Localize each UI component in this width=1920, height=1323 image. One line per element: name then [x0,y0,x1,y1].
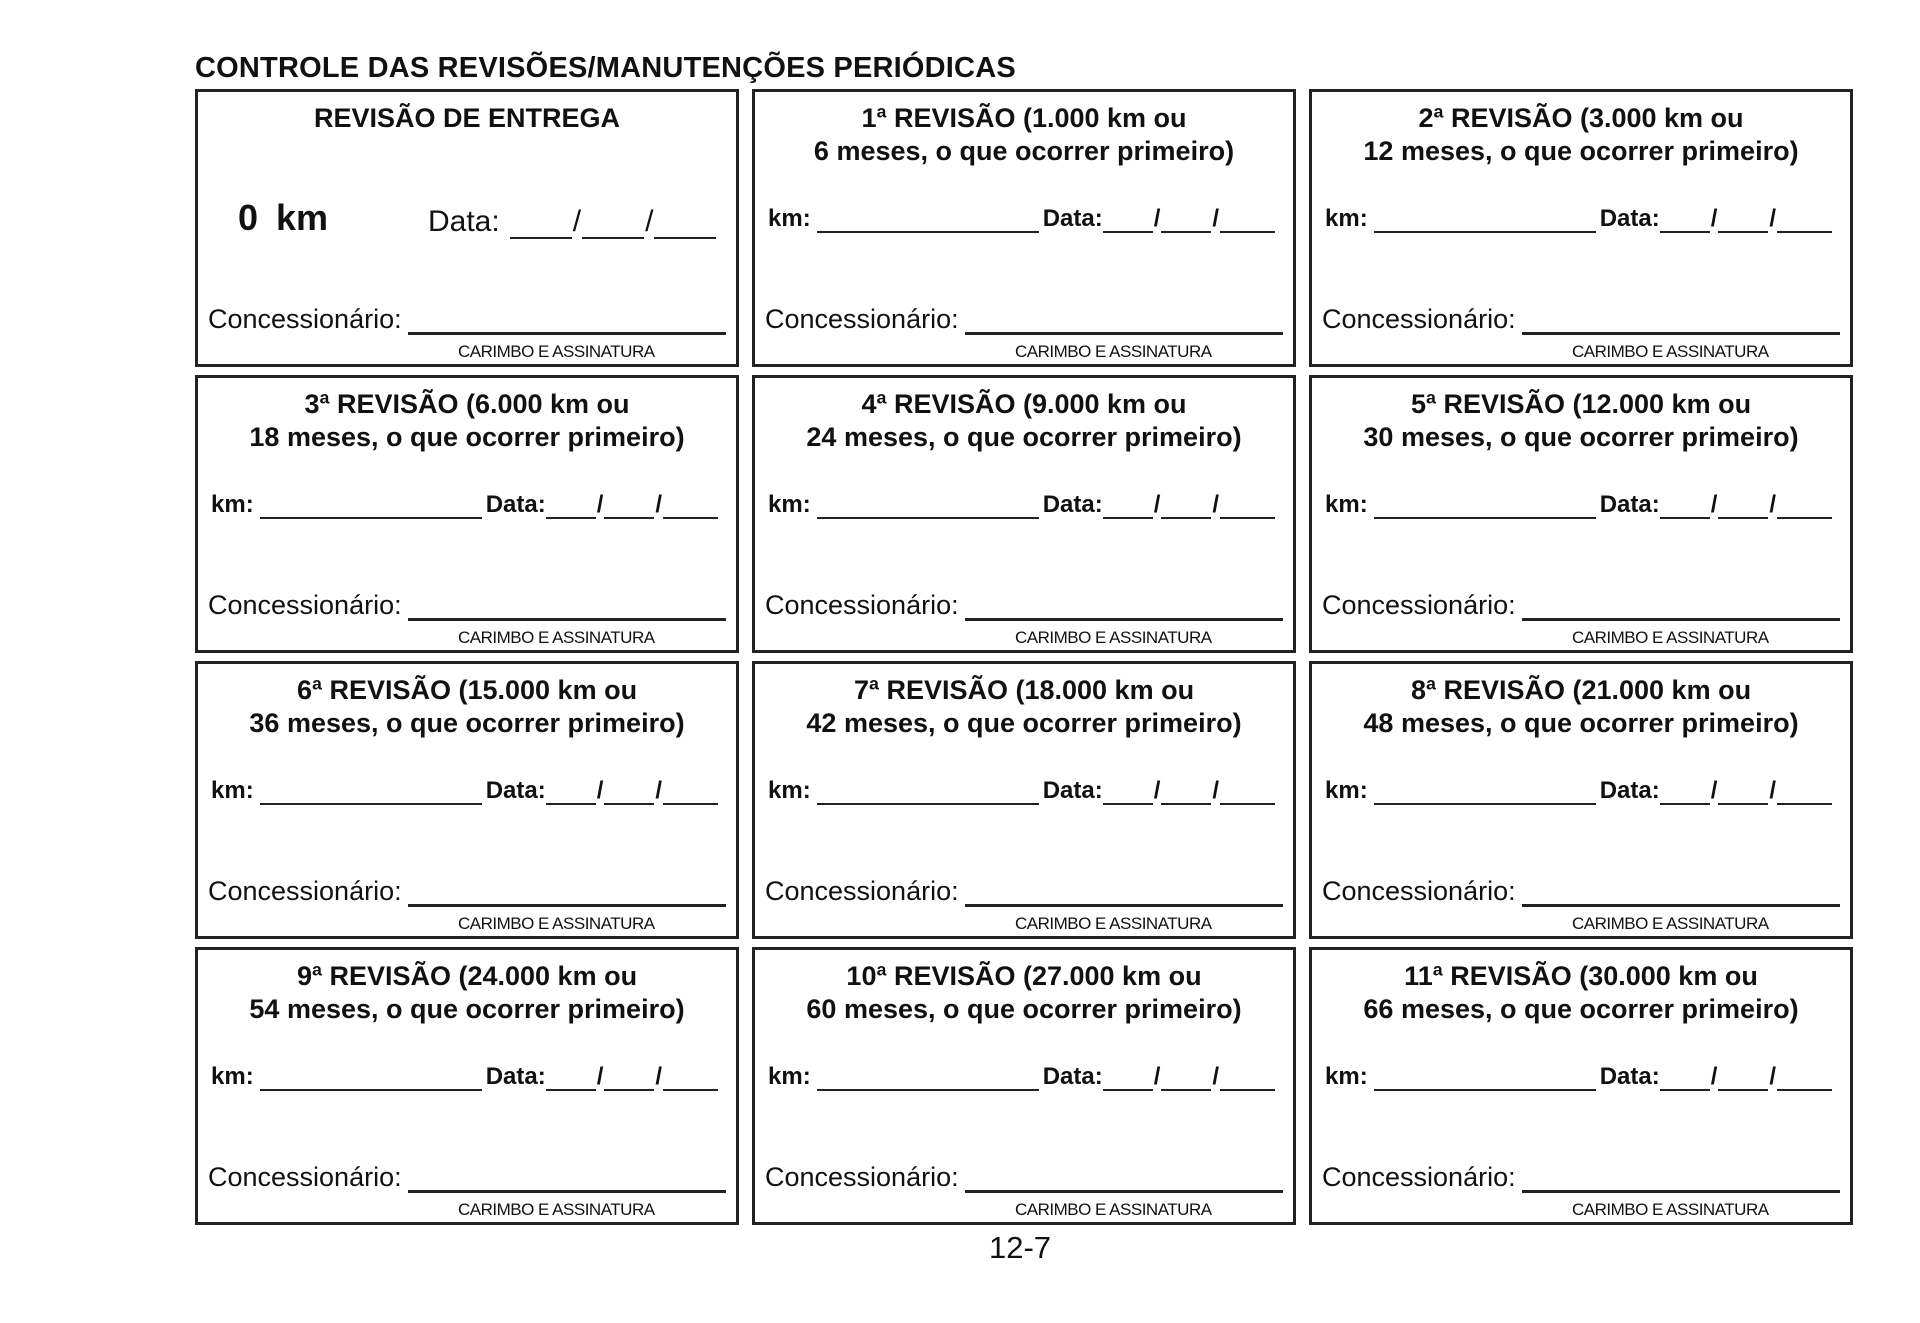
dealer-row [1322,304,1840,335]
date-separator: / [1769,777,1777,804]
km-field[interactable] [1374,495,1596,519]
dealer-label: Concessionário: [765,876,959,906]
date-label: Data: [1599,1063,1660,1090]
year-field[interactable] [654,215,716,239]
dealer-row [208,304,726,335]
km-field[interactable] [817,209,1039,233]
card-subtitle-line: 60 meses, o que ocorrer primeiro) [806,994,1242,1024]
revision-card-10 [752,947,1296,1225]
stamp-caption: CARIMBO E ASSINATURA [458,628,655,647]
day-field[interactable] [546,495,596,519]
card-title-line: 7ª REVISÃO (18.000 km ou [853,675,1195,705]
card-title [755,674,1293,740]
dealer-label: Concessionário: [765,590,959,620]
dealer-row [1322,590,1840,621]
day-field[interactable] [510,215,572,239]
dealer-label: Concessionário: [765,304,959,334]
card-subtitle-line: 6 meses, o que ocorrer primeiro) [813,136,1235,166]
dealer-label: Concessionário: [1322,304,1516,334]
card-title-line: 9ª REVISÃO (24.000 km ou [296,961,638,991]
date-separator: / [596,1063,604,1090]
date-label: Data: [1042,777,1103,804]
date-separator: / [655,777,663,804]
km-date-row [211,1063,731,1091]
card-title [198,674,736,740]
year-field[interactable] [1777,781,1832,805]
km-label: km: [211,491,254,518]
dealer-field[interactable] [408,596,726,621]
day-field[interactable] [1103,1067,1153,1091]
revision-card-5 [1309,375,1853,653]
km-date-row [1325,1063,1845,1091]
card-title-line: 8ª REVISÃO (21.000 km ou [1410,675,1752,705]
date-separator: / [1710,491,1718,518]
km-date-row [211,777,731,805]
month-field[interactable] [1161,1067,1211,1091]
date-separator: / [1710,205,1718,232]
revision-card-4 [752,375,1296,653]
km-date-row [1325,205,1845,233]
month-field[interactable] [1161,209,1211,233]
dealer-row [765,876,1283,907]
card-title [1312,960,1850,1026]
km-label: km: [768,491,811,518]
stamp-caption: CARIMBO E ASSINATURA [458,914,655,933]
dealer-field[interactable] [1522,310,1840,335]
km-date-row [768,777,1288,805]
card-title [1312,388,1850,454]
year-field[interactable] [1777,495,1832,519]
km-field[interactable] [1374,209,1596,233]
stamp-caption: CARIMBO E ASSINATURA [1572,342,1769,361]
zero-km-label: 0 km [238,197,329,238]
card-title [198,960,736,1026]
month-field[interactable] [604,1067,654,1091]
date-separator: / [655,491,663,518]
stamp-caption: CARIMBO E ASSINATURA [458,342,655,361]
card-subtitle-line: 30 meses, o que ocorrer primeiro) [1363,422,1799,452]
day-field[interactable] [1103,781,1153,805]
month-field[interactable] [1718,1067,1768,1091]
km-field[interactable] [260,495,482,519]
month-field[interactable] [604,781,654,805]
day-field[interactable] [1660,209,1710,233]
card-title [198,102,736,135]
date-label: Data: [1599,777,1660,804]
date-separator: / [1153,777,1161,804]
card-title-line: 10ª REVISÃO (27.000 km ou [846,961,1202,991]
km-date-row [1325,491,1845,519]
km-label: km: [1325,1063,1368,1090]
date-label: Data: [1042,491,1103,518]
revision-card-7 [752,661,1296,939]
dealer-label: Concessionário: [208,876,402,906]
km-field[interactable] [817,781,1039,805]
km-date-row [211,491,731,519]
card-title-line: 1ª REVISÃO (1.000 km ou [861,103,1187,133]
dealer-label: Concessionário: [208,1162,402,1192]
day-field[interactable] [1660,1067,1710,1091]
date-label: Data: [1042,205,1103,232]
revision-card-9 [195,947,739,1225]
stamp-caption: CARIMBO E ASSINATURA [1015,914,1212,933]
revision-card-3 [195,375,739,653]
revision-card-8 [1309,661,1853,939]
km-field[interactable] [260,1067,482,1091]
dealer-label: Concessionário: [1322,876,1516,906]
card-title-line: 6ª REVISÃO (15.000 km ou [296,675,638,705]
card-title-line: 3ª REVISÃO (6.000 km ou [304,389,630,419]
date-label: Data: [485,491,546,518]
card-title [755,102,1293,168]
dealer-label: Concessionário: [1322,590,1516,620]
km-field[interactable] [1374,781,1596,805]
revision-card-11 [1309,947,1853,1225]
card-subtitle-line: 66 meses, o que ocorrer primeiro) [1363,994,1799,1024]
month-field[interactable] [1161,781,1211,805]
revision-card-6 [195,661,739,939]
stamp-caption: CARIMBO E ASSINATURA [1015,628,1212,647]
day-field[interactable] [1103,495,1153,519]
km-label: km: [768,205,811,232]
stamp-caption: CARIMBO E ASSINATURA [458,1200,655,1219]
dealer-label: Concessionário: [208,590,402,620]
km-date-row [1325,777,1845,805]
date-separator: / [1153,205,1161,232]
date-separator: / [1769,205,1777,232]
year-field[interactable] [1777,1067,1832,1091]
card-title [1312,674,1850,740]
km-date-row [768,1063,1288,1091]
dealer-field[interactable] [408,882,726,907]
stamp-caption: CARIMBO E ASSINATURA [1572,1200,1769,1219]
km-date-row [768,205,1288,233]
card-subtitle-line: 54 meses, o que ocorrer primeiro) [249,994,685,1024]
km-field[interactable] [817,1067,1039,1091]
card-subtitle-line: 42 meses, o que ocorrer primeiro) [806,708,1242,738]
month-field[interactable] [1718,781,1768,805]
year-field[interactable] [1220,781,1275,805]
card-title-line: 2ª REVISÃO (3.000 km ou [1418,103,1744,133]
revision-card-2 [1309,89,1853,367]
day-field[interactable] [1660,495,1710,519]
card-title-line: 11ª REVISÃO (30.000 km ou [1404,961,1758,991]
dealer-row [208,1162,726,1193]
km-field[interactable] [260,781,482,805]
km-label: km: [1325,491,1368,518]
date-label: Data: [485,1063,546,1090]
stamp-caption: CARIMBO E ASSINATURA [1572,914,1769,933]
month-field[interactable] [1718,209,1768,233]
dealer-row [765,590,1283,621]
date-label: Data: [1042,1063,1103,1090]
month-field[interactable] [604,495,654,519]
revision-card-delivery [195,89,739,367]
dealer-field[interactable] [408,1168,726,1193]
km-label: km: [1325,777,1368,804]
km-field[interactable] [1374,1067,1596,1091]
date-separator: / [655,1063,663,1090]
year-field[interactable] [663,1067,718,1091]
km-label: km: [211,1063,254,1090]
year-field[interactable] [1220,209,1275,233]
month-field[interactable] [1718,495,1768,519]
date-label: Data: [428,205,500,238]
revision-card-1 [752,89,1296,367]
month-field[interactable] [1161,495,1211,519]
day-field[interactable] [1660,781,1710,805]
km-label: km: [768,1063,811,1090]
km-label: km: [768,777,811,804]
card-title-line: REVISÃO DE ENTREGA [313,103,621,133]
dealer-field[interactable] [965,596,1283,621]
page-title: CONTROLE DAS REVISÕES/MANUTENÇÕES PERIÓDICAS [195,52,1016,84]
stamp-caption: CARIMBO E ASSINATURA [1015,342,1212,361]
dealer-row [765,304,1283,335]
date-separator: / [1212,205,1220,232]
year-field[interactable] [1220,1067,1275,1091]
card-title [1312,102,1850,168]
page-number: 12-7 [988,1230,1052,1265]
dealer-field[interactable] [965,1168,1283,1193]
dealer-row [1322,1162,1840,1193]
stamp-caption: CARIMBO E ASSINATURA [1572,628,1769,647]
dealer-row [208,590,726,621]
date-separator: / [1153,1063,1161,1090]
card-title-line: 5ª REVISÃO (12.000 km ou [1410,389,1752,419]
dealer-label: Concessionário: [1322,1162,1516,1192]
month-field[interactable] [582,215,644,239]
date-label: Data: [1599,491,1660,518]
dealer-field[interactable] [1522,882,1840,907]
date-row [428,205,716,239]
card-subtitle-line: 24 meses, o que ocorrer primeiro) [806,422,1242,452]
dealer-field[interactable] [965,882,1283,907]
card-subtitle-line: 12 meses, o que ocorrer primeiro) [1363,136,1799,166]
dealer-row [208,876,726,907]
year-field[interactable] [1777,209,1832,233]
revision-grid [195,89,1854,1227]
dealer-row [765,1162,1283,1193]
date-separator: / [1153,491,1161,518]
dealer-field[interactable] [1522,1168,1840,1193]
dealer-field[interactable] [408,310,726,335]
date-separator: / [1212,777,1220,804]
date-separator: / [1212,491,1220,518]
date-separator: / [1769,491,1777,518]
date-separator: / [1710,1063,1718,1090]
card-subtitle-line: 36 meses, o que ocorrer primeiro) [249,708,685,738]
year-field[interactable] [1220,495,1275,519]
dealer-label: Concessionário: [765,1162,959,1192]
date-label: Data: [1599,205,1660,232]
year-field[interactable] [663,495,718,519]
card-title [755,960,1293,1026]
date-separator: / [1212,1063,1220,1090]
km-field[interactable] [817,495,1039,519]
km-date-row [768,491,1288,519]
date-separator: / [1769,1063,1777,1090]
day-field[interactable] [546,1067,596,1091]
stamp-caption: CARIMBO E ASSINATURA [1015,1200,1212,1219]
date-separator: / [572,205,582,238]
dealer-row [1322,876,1840,907]
dealer-field[interactable] [1522,596,1840,621]
card-title-line: 4ª REVISÃO (9.000 km ou [861,389,1187,419]
date-separator: / [645,205,654,238]
card-title [755,388,1293,454]
km-label: km: [211,777,254,804]
card-title [198,388,736,454]
card-subtitle-line: 48 meses, o que ocorrer primeiro) [1363,708,1799,738]
date-separator: / [1710,777,1718,804]
date-separator: / [596,491,604,518]
date-label: Data: [485,777,546,804]
dealer-label: Concessionário: [208,304,402,334]
dealer-field[interactable] [965,310,1283,335]
day-field[interactable] [1103,209,1153,233]
date-separator: / [596,777,604,804]
km-label: km: [1325,205,1368,232]
year-field[interactable] [663,781,718,805]
day-field[interactable] [546,781,596,805]
card-subtitle-line: 18 meses, o que ocorrer primeiro) [249,422,685,452]
